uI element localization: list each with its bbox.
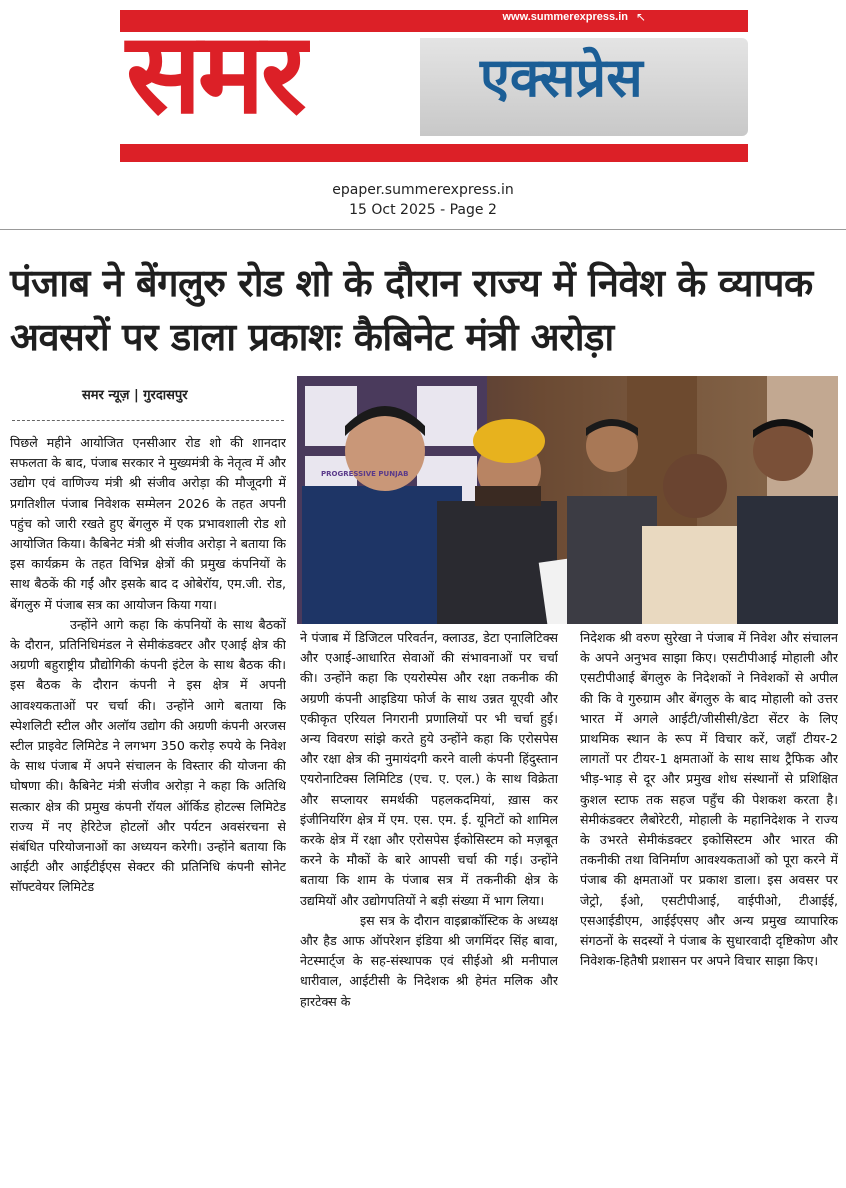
- article-column-1: [10, 433, 286, 1181]
- article-column-2: [300, 628, 558, 1181]
- article-column-3: [580, 628, 838, 1181]
- divider: [0, 229, 846, 230]
- column-3-paragraph: निदेशक श्री वरुण सुरेखा ने पंजाब में निवेश और संचालन के अपने अनुभव साझा किए। एसटीपीआई मोहाली और एसटीपीआई बेंगलुरु के निदेशकों ने निवेशकों से अपील की कि वे गुरुग्राम और बेंगलुरु के बाद मोहाली को उत्तर भारत में अगले आईटी/जीसीसी/डेटा सेंटर के लिए प्राथमिक स्थान के रूप में विचार करें, जहाँ टीयर-2 लागतों पर टीयर-1 क्षमताओं के साथ साथ ट्रैफिक और भीड़-भाड़ से दूर और प्रमुख शोध संस्थानों से प्रशिक्षित कुशल स्टाफ तक सहज पहुँच की पेशकश करता है। सेमीकंडक्टर लैबोरेटरी, मोहाली के महानिदेशक ने राज्य के उभरते सेमीकंडक्टर इकोसिस्टम और भारत की तकनीकी तथा विनिर्माण आवश्यकताओं को पूरा करने में पंजाब की क्षमताओं पर प्रकाश डाला। इस अवसर पर जेट्रो, ईओ, एसटीपीआई, वाईपीओ, टीआईई, एसआईडीएम, आईईएसए और अन्य प्रमुख व्यापारिक संगठनों के सदस्यों ने पंजाब के सुधारवादी दृष्टिकोण और निवेशक-हितैषी प्रशासन पर अपने विचार साझा किए।: [580, 630, 838, 969]
- masthead-title-sub: एक्सप्रेस: [480, 46, 643, 109]
- edition-date-page: 15 Oct 2025 - Page 2: [349, 202, 497, 218]
- masthead-title-main: समर: [126, 9, 303, 139]
- group-photo-image: [297, 376, 838, 624]
- article-headline: पंजाब ने बेंगलुरु रोड शो के दौरान राज्य में निवेश के व्यापक अवसरों पर डाला प्रकाशः कैबिनेट मंत्री अरोड़ा: [10, 261, 813, 359]
- edition-site: epaper.summerexpress.in: [332, 182, 514, 198]
- column-2-paragraph: इस सत्र के दौरान वाइब्राकॉस्टिक के अध्यक्ष और हैड आफ ऑपरेशन इंडिया श्री जगमिंदर सिंह बावा, नेटस्मार्ट्ज के सह-संस्थापक एवं सीईओ श्री मनीपाल धारीवाल, आईटीसी के निदेशक श्री हेमंत मलिक और हारटेक्स के: [300, 912, 558, 1009]
- column-1-paragraph: पिछले महीने आयोजित एनसीआर रोड शो की शानदार सफलता के बाद, पंजाब सरकार ने मुख्यमंत्री के नेतृत्व में और उद्योग एवं वाणिज्य मंत्री श्री संजीव अरोड़ा की मौजूदगी में प्रगतिशील पंजाब निवेशक सम्मेलन 2026 के तहत अपनी पहुंच को जारी रखते हुए बेंगलुरु में एक प्रभावशाली रोड शो आयोजित किया। कैबिनेट मंत्री श्री संजीव अरोड़ा ने बताया कि इस कार्यक्रम के तहत विभिन्न क्षेत्रों की प्रमुख कंपनियों के साथ बैठकें की गईं और इसके बाद द ओबेरॉय, एम.जी. रोड, बेंगलुरु में पंजाब सत्र का आयोजन किया गया।: [10, 435, 286, 612]
- byline-divider: [12, 420, 284, 421]
- column-2-paragraph: ने पंजाब में डिजिटल परिवर्तन, क्लाउड, डेटा एनालिटिक्स और एआई-आधारित सेवाओं की संभावनाओं पर चर्चा की। उन्होंने कहा कि एयरोस्पेस और रक्षा तकनीक की अग्रणी कंपनी आइडिया फोर्ज के साथ उन्नत यूएवी और एकीकृत एरियल निगरानी प्रणालियों पर भी चर्चा हुई। अन्य विवरण सांझे करते हुये उन्होंने कहा कि एरोसपेस और रक्षा क्षेत्र की नुमायंदगी करने वाली कंपनी हिंदुस्तान एयरोनाटिक्स लिमिटिड (एच. ए. एल.) के साथ विक्रेता और सप्लायर समर्थकी पहलकदमियां, ख़ास कर इंजीनियरिंग क्षेत्र में एम. एस. एम. ई. यूनिटों को शामिल करके क्षेत्र में रक्षा और एरोसपेस ईकोसिस्टम को मज़बूत करने के मौकों के बारे आपसी चर्चा की गई। उन्होंने बताया कि शाम के पंजाब सत्र में तकनीकी क्षेत्र के उद्यमियों और उद्योगपतियों ने बड़ी संख्या में भाग लिया।: [300, 630, 558, 908]
- article-photo: [297, 376, 838, 624]
- cursor-arrow-icon: ↖: [635, 10, 646, 24]
- masthead-bottom-bar: [120, 144, 748, 162]
- masthead: [120, 8, 748, 166]
- column-1-paragraph: उन्होंने आगे कहा कि कंपनियों के साथ बैठकों के दौरान, प्रतिनिधिमंडल ने सेमीकंडक्टर और एआई क्षेत्र की अग्रणी बहुराष्ट्रीय प्रौद्योगिकी कंपनी इंटेल के साथ बैठक की। इस बैठक के दौरान कंपनी ने इस क्षेत्र में अपनी आवश्यकताओं पर चर्चा की। उन्होंने आगे बताया कि स्पेशलिटी स्टील और अलॉय उद्योग की अग्रणी कंपनी अरजस स्टील प्राइवेट लिमिटेड ने लगभग 350 करोड़ रुपये के निवेश के साथ पंजाब में अपने संचालन के विस्तार की योजना की घोषणा की। कैबिनेट मंत्री संजीव अरोड़ा ने कहा कि अतिथि सत्कार क्षेत्र की प्रमुख कंपनी रॉयल ऑर्किड होटल्स लिमिटेड राज्य में नए हेरिटेज होटलों और पर्यटन अवसंरचना से संबंधित परियोजनाओं का अध्ययन करेगी। उन्होंने बताया कि आईटी और आईटीईएस सेक्टर की प्रतिनिधि कंपनी सोनेट सॉफ्टवेयर लिमिटेड: [10, 616, 286, 895]
- photo-banner-text: PROGRESSIVE PUNJAB: [321, 470, 409, 478]
- masthead-url: www.summerexpress.in: [502, 11, 628, 23]
- article-byline: समर न्यूज़ | गुरदासपुर: [82, 388, 188, 403]
